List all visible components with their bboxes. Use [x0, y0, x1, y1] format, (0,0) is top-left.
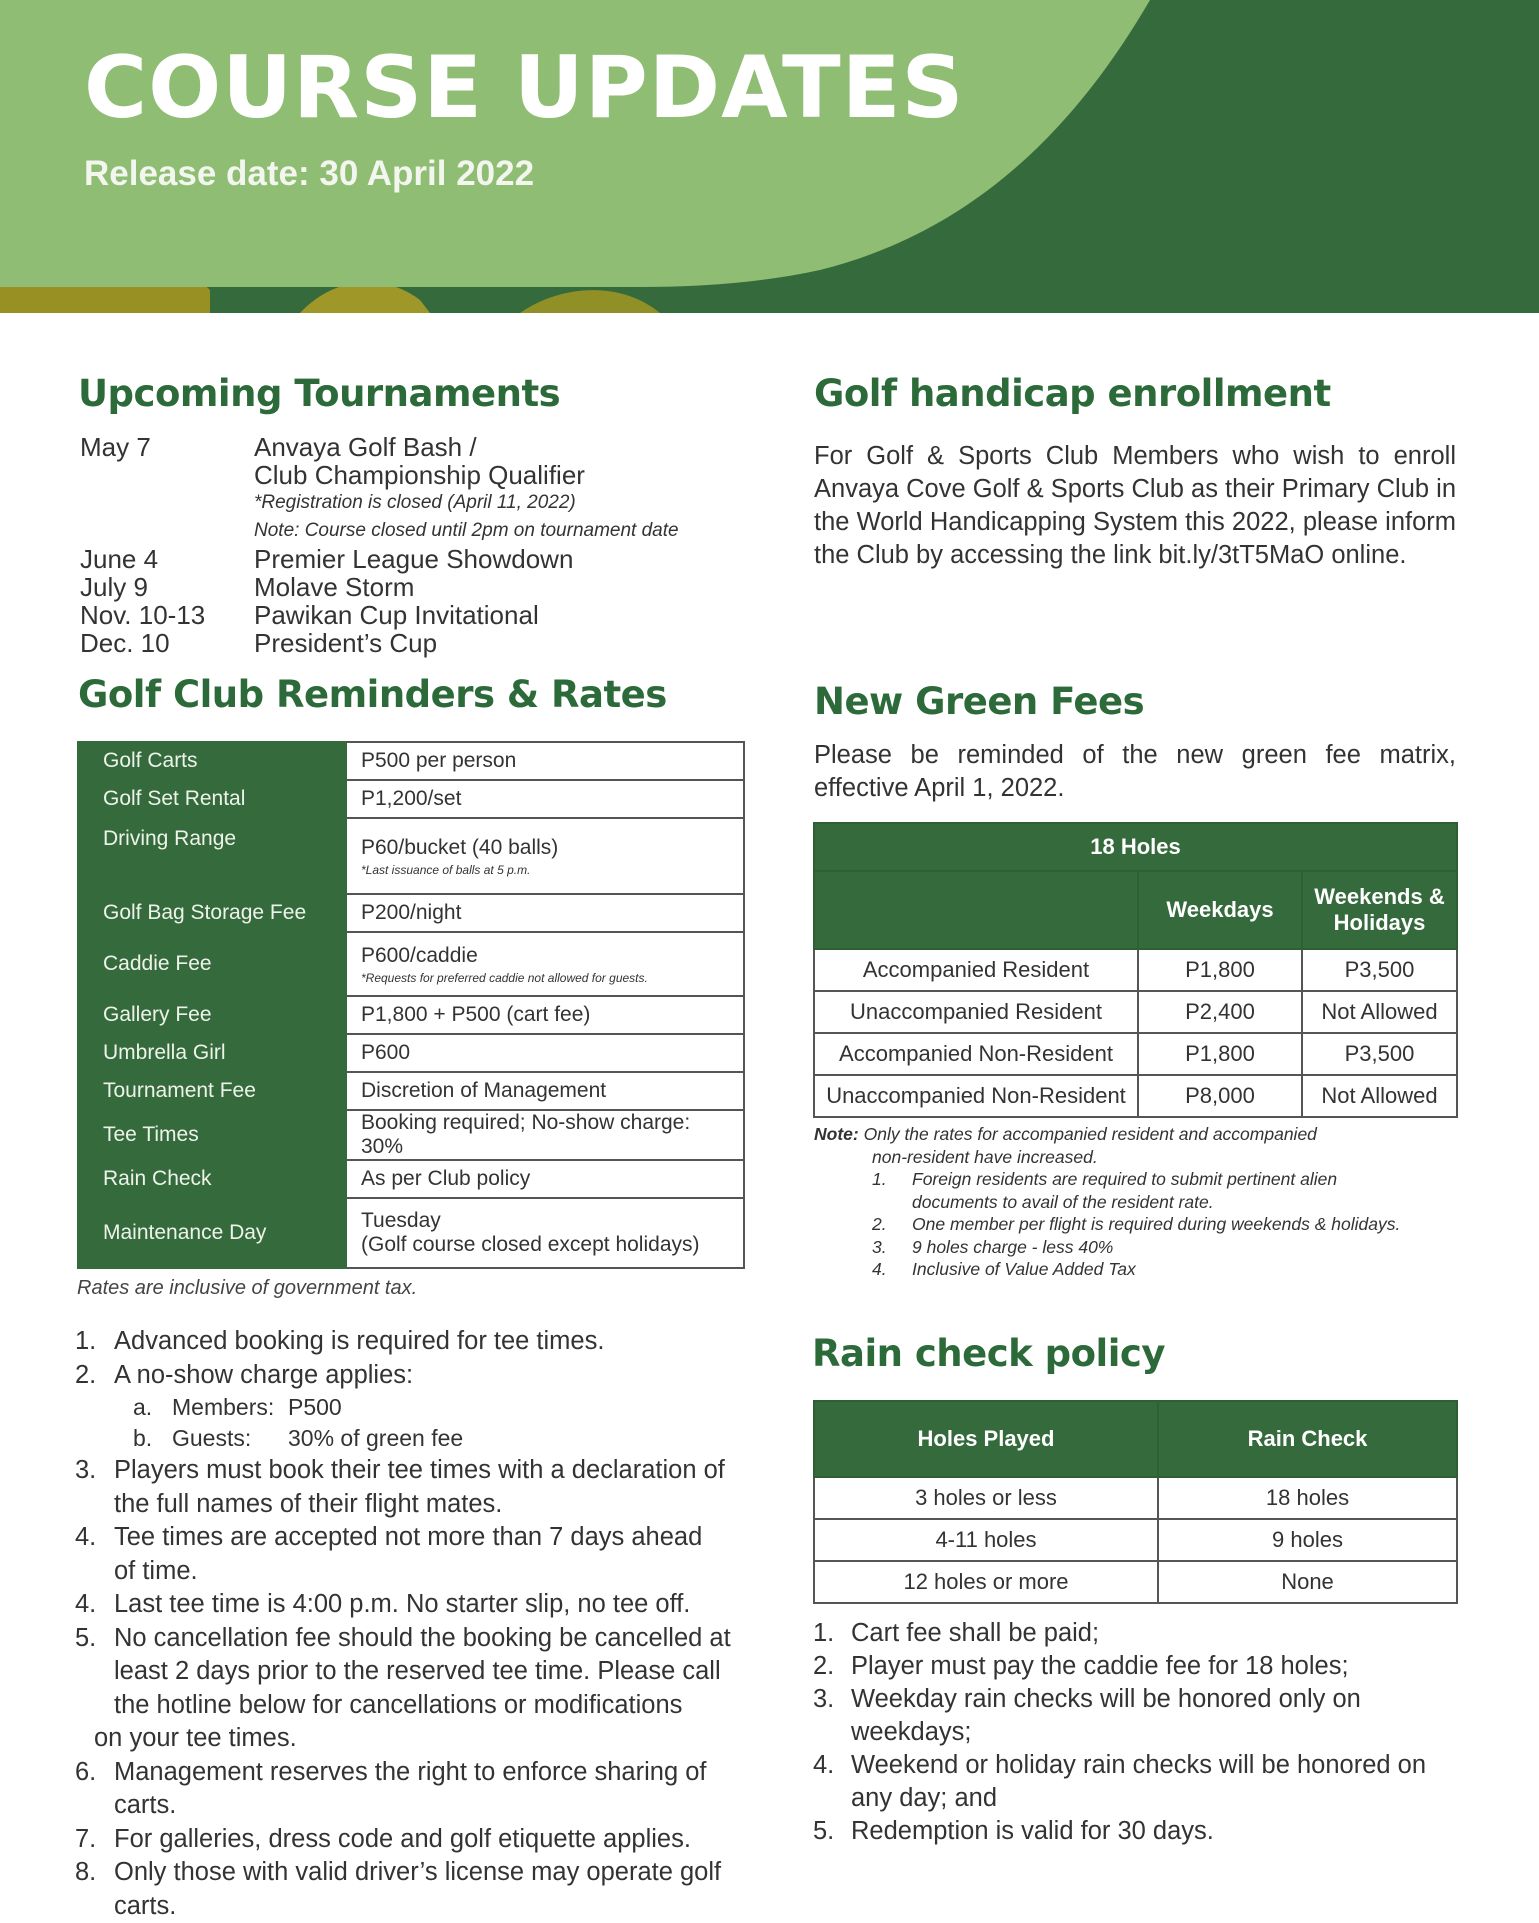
- list-item: [75, 1856, 775, 1923]
- rate-label: Maintenance Day: [78, 1198, 346, 1268]
- rate-label: Tournament Fee: [78, 1072, 346, 1110]
- list-text: Advanced booking is required for tee times.: [114, 1327, 605, 1355]
- table-cell: None: [1158, 1561, 1457, 1603]
- tournament-name: Molave Storm: [254, 572, 415, 602]
- rain-check-list: [813, 1617, 1473, 1848]
- tournament-list: [80, 433, 679, 657]
- note-text: One member per flight is required during weekends & holidays.: [912, 1214, 1401, 1234]
- tournament-date: Dec. 10: [80, 628, 170, 658]
- note-number: 3.: [872, 1236, 887, 1257]
- column-header: Holes Played: [814, 1401, 1158, 1477]
- table-row: [78, 1034, 744, 1072]
- table-cell: Not Allowed: [1302, 1075, 1457, 1117]
- table-cell: Unaccompanied Resident: [814, 991, 1138, 1033]
- list-item: [80, 601, 679, 629]
- note-label: Note:: [814, 1124, 859, 1144]
- list-text: A no-show charge applies:: [114, 1360, 414, 1389]
- green-fees-heading: New Green Fees: [814, 680, 1145, 723]
- note-text: non-resident have increased.: [872, 1146, 1098, 1167]
- handicap-heading: Golf handicap enrollment: [814, 372, 1331, 415]
- list-number: b.: [133, 1425, 153, 1451]
- green-fee-table: [813, 822, 1458, 1118]
- table-cell: Unaccompanied Non-Resident: [814, 1075, 1138, 1117]
- list-item: [75, 1588, 775, 1622]
- list-number: 8.: [75, 1858, 97, 1886]
- rate-value: [346, 818, 744, 894]
- list-text: the hotline below for cancellations or modifications: [114, 1690, 683, 1719]
- list-text: Redemption is valid for 30 days.: [851, 1817, 1214, 1845]
- tournament-date: July 9: [80, 572, 148, 602]
- note-item: [814, 1258, 1464, 1281]
- table-header-row: [814, 823, 1457, 871]
- list-number: 6.: [75, 1757, 97, 1786]
- rates-table: [77, 741, 745, 1269]
- list-number: 3.: [75, 1456, 97, 1484]
- rate-value: P200/night: [346, 894, 744, 932]
- column-header: [1302, 871, 1457, 949]
- list-item: [75, 1325, 775, 1359]
- table-cell: P8,000: [1138, 1075, 1302, 1117]
- rate-note: *Requests for preferred caddie not allowed for guests.: [361, 970, 648, 985]
- rate-value: P1,800 + P500 (cart fee): [346, 996, 744, 1034]
- table-row: [814, 1561, 1457, 1603]
- table-cell: 18 holes: [1158, 1477, 1457, 1519]
- note-text: 9 holes charge - less 40%: [912, 1236, 1114, 1257]
- table-cell: Accompanied Resident: [814, 949, 1138, 991]
- list-item: [75, 1454, 775, 1521]
- header-banner: [0, 0, 1539, 313]
- list-text: P500: [288, 1394, 342, 1420]
- note-text: Only the rates for accompanied resident and accompanied: [863, 1124, 1317, 1144]
- list-text: Players must book their tee times with a declaration of: [114, 1456, 725, 1484]
- table-row: [78, 780, 744, 818]
- column-header: Weekdays: [1138, 871, 1302, 949]
- table-cell: P3,500: [1302, 949, 1457, 991]
- rate-label: Driving Range: [78, 818, 346, 894]
- list-text: Management reserves the right to enforce sharing of carts.: [114, 1757, 707, 1819]
- list-number: 7.: [75, 1824, 97, 1853]
- list-number: 2.: [813, 1652, 835, 1680]
- list-number: 1.: [813, 1619, 835, 1647]
- rate-value-text: P600/caddie: [361, 943, 478, 967]
- list-number: 4.: [75, 1523, 97, 1551]
- note-item: [814, 1168, 1464, 1213]
- rate-value: Discretion of Management: [346, 1072, 744, 1110]
- table-row: [78, 996, 744, 1034]
- table-row: [78, 932, 744, 996]
- list-item: [813, 1749, 1473, 1815]
- table-header-row: [814, 871, 1457, 949]
- list-text: any day; and: [851, 1784, 998, 1812]
- note-text: documents to avail of the resident rate.: [912, 1191, 1214, 1212]
- rate-label: Golf Carts: [78, 742, 346, 780]
- list-text: Weekend or holiday rain checks will be honored on: [851, 1751, 1427, 1779]
- rate-label: Rain Check: [78, 1160, 346, 1198]
- list-item: [80, 433, 679, 545]
- table-cell: Accompanied Non-Resident: [814, 1033, 1138, 1075]
- list-item: [75, 1359, 775, 1393]
- note-text: Foreign residents are required to submit pertinent alien: [912, 1169, 1338, 1189]
- list-label: Guests:: [172, 1425, 252, 1451]
- table-cell: P1,800: [1138, 1033, 1302, 1075]
- handicap-text: For Golf & Sports Club Members who wish to enroll Anvaya Cove Golf & Sports Club as their Primary Club in the World Handicapping System this 2022, please inform the Club by accessing the link bit.ly/3tT5MaO online.: [814, 442, 1457, 569]
- list-item: [80, 629, 679, 657]
- rate-value-text: P60/bucket (40 balls): [361, 835, 559, 859]
- list-number: 3.: [813, 1685, 835, 1713]
- release-date: Release date: 30 April 2022: [84, 154, 535, 193]
- table-row: [814, 949, 1457, 991]
- list-item: [80, 573, 679, 601]
- column-header-text: Holidays: [1333, 910, 1426, 935]
- rate-label: Gallery Fee: [78, 996, 346, 1034]
- note-item: [814, 1236, 1464, 1259]
- note-text: Inclusive of Value Added Tax: [912, 1259, 1136, 1279]
- list-item: [813, 1650, 1473, 1683]
- table-cell: P3,500: [1302, 1033, 1457, 1075]
- tournaments-heading: Upcoming Tournaments: [78, 372, 561, 415]
- note-number: 4.: [872, 1259, 887, 1279]
- list-item: [75, 1823, 775, 1857]
- list-text: No cancellation fee should the booking be cancelled at: [114, 1623, 731, 1652]
- list-number: 5.: [75, 1623, 97, 1652]
- green-fees-intro: Please be reminded of the new green fee matrix, effective April 1, 2022.: [814, 741, 1456, 802]
- rate-value: P500 per person: [346, 742, 744, 780]
- table-cell: P2,400: [1138, 991, 1302, 1033]
- table-row: [78, 818, 744, 894]
- note-number: 1.: [872, 1169, 887, 1189]
- tournament-date: May 7: [80, 432, 151, 462]
- rain-check-table: [813, 1400, 1458, 1604]
- rate-value-text: Tuesday: [361, 1209, 441, 1232]
- tournament-name: Club Championship Qualifier: [254, 460, 585, 490]
- list-number: 1.: [75, 1327, 97, 1355]
- table-cell: 3 holes or less: [814, 1477, 1158, 1519]
- table-row: [78, 742, 744, 780]
- rate-note: *Last issuance of balls at 5 p.m.: [361, 862, 531, 877]
- list-text: Weekday rain checks will be honored only on: [851, 1685, 1361, 1713]
- rates-heading: Golf Club Reminders & Rates: [78, 673, 667, 716]
- table-row: [814, 1075, 1457, 1117]
- rate-value: [346, 932, 744, 996]
- rate-label: Golf Set Rental: [78, 780, 346, 818]
- green-fee-notes: [814, 1123, 1464, 1281]
- list-text: least 2 days prior to the reserved tee time. Please call: [114, 1657, 721, 1685]
- page-title: COURSE UPDATES: [84, 38, 965, 138]
- list-text: Tee times are accepted not more than 7 days ahead: [114, 1523, 703, 1551]
- table-cell: Not Allowed: [1302, 991, 1457, 1033]
- rate-label: Tee Times: [78, 1110, 346, 1160]
- list-item: [80, 545, 679, 573]
- tournament-name: Premier League Showdown: [254, 544, 574, 574]
- list-text: Player must pay the caddie fee for 18 holes;: [851, 1652, 1349, 1680]
- rate-value: P600: [346, 1034, 744, 1072]
- table-row: [78, 1110, 744, 1160]
- rate-value: As per Club policy: [346, 1160, 744, 1198]
- table-row: [814, 991, 1457, 1033]
- list-text: on your tee times.: [94, 1724, 297, 1752]
- list-text: For galleries, dress code and golf etiquette applies.: [114, 1824, 691, 1853]
- rate-value-text: (Golf course closed except holidays): [361, 1233, 700, 1256]
- list-label: Members:: [172, 1394, 275, 1420]
- list-item: [813, 1617, 1473, 1650]
- tax-note: Rates are inclusive of government tax.: [77, 1277, 418, 1299]
- tournament-name: President’s Cup: [254, 628, 438, 658]
- list-item: [75, 1622, 775, 1756]
- rules-list: [75, 1325, 775, 1923]
- list-text: of time.: [114, 1556, 198, 1585]
- list-text: weekdays;: [851, 1718, 972, 1746]
- list-subitem: [75, 1423, 775, 1454]
- table-row: [78, 1160, 744, 1198]
- list-number: a.: [133, 1394, 153, 1420]
- list-number: 5.: [813, 1817, 835, 1845]
- list-number: 4.: [813, 1751, 835, 1779]
- list-text: 30% of green fee: [288, 1425, 464, 1451]
- list-item: [813, 1815, 1473, 1848]
- list-text: Cart fee shall be paid;: [851, 1619, 1100, 1647]
- note-number: 2.: [872, 1214, 887, 1234]
- rate-label: Caddie Fee: [78, 932, 346, 996]
- table-row: [78, 894, 744, 932]
- tournament-note: Note: Course closed until 2pm on tournament date: [254, 520, 679, 541]
- table-cell: 4-11 holes: [814, 1519, 1158, 1561]
- table-cell: P1,800: [1138, 949, 1302, 991]
- rate-value: P1,200/set: [346, 780, 744, 818]
- tournament-date: June 4: [80, 544, 159, 574]
- table-row: [814, 1033, 1457, 1075]
- table-header-row: [814, 1401, 1457, 1477]
- list-subitem: [75, 1392, 775, 1423]
- column-header: Rain Check: [1158, 1401, 1457, 1477]
- rate-label: Umbrella Girl: [78, 1034, 346, 1072]
- list-item: [813, 1683, 1473, 1749]
- rain-check-heading: Rain check policy: [812, 1332, 1165, 1375]
- list-number: 4.: [75, 1590, 97, 1618]
- list-text: the full names of their flight mates.: [114, 1489, 503, 1518]
- table-title: 18 Holes: [814, 823, 1457, 871]
- column-header-text: Weekends &: [1314, 884, 1445, 909]
- rate-value: Booking required; No-show charge: 30%: [346, 1110, 744, 1160]
- tournament-name: Anvaya Golf Bash /: [254, 432, 477, 462]
- rate-label: Golf Bag Storage Fee: [78, 894, 346, 932]
- tournament-note: *Registration is closed (April 11, 2022): [254, 492, 576, 513]
- note-item: [814, 1213, 1464, 1236]
- list-text: Last tee time is 4:00 p.m. No starter slip, no tee off.: [114, 1590, 691, 1618]
- note-line: [814, 1123, 1464, 1146]
- list-item: [75, 1756, 775, 1823]
- table-cell: 9 holes: [1158, 1519, 1457, 1561]
- column-header-blank: [814, 871, 1138, 949]
- list-item: [75, 1521, 775, 1588]
- tournament-name: Pawikan Cup Invitational: [254, 600, 539, 630]
- table-row: [814, 1519, 1457, 1561]
- table-cell: 12 holes or more: [814, 1561, 1158, 1603]
- list-number: 2.: [75, 1360, 97, 1389]
- table-row: [814, 1477, 1457, 1519]
- tournament-date: Nov. 10-13: [80, 600, 206, 630]
- table-row: [78, 1072, 744, 1110]
- rate-value: [346, 1198, 744, 1268]
- table-row: [78, 1198, 744, 1268]
- list-text: Only those with valid driver’s license may operate golf carts.: [114, 1858, 722, 1920]
